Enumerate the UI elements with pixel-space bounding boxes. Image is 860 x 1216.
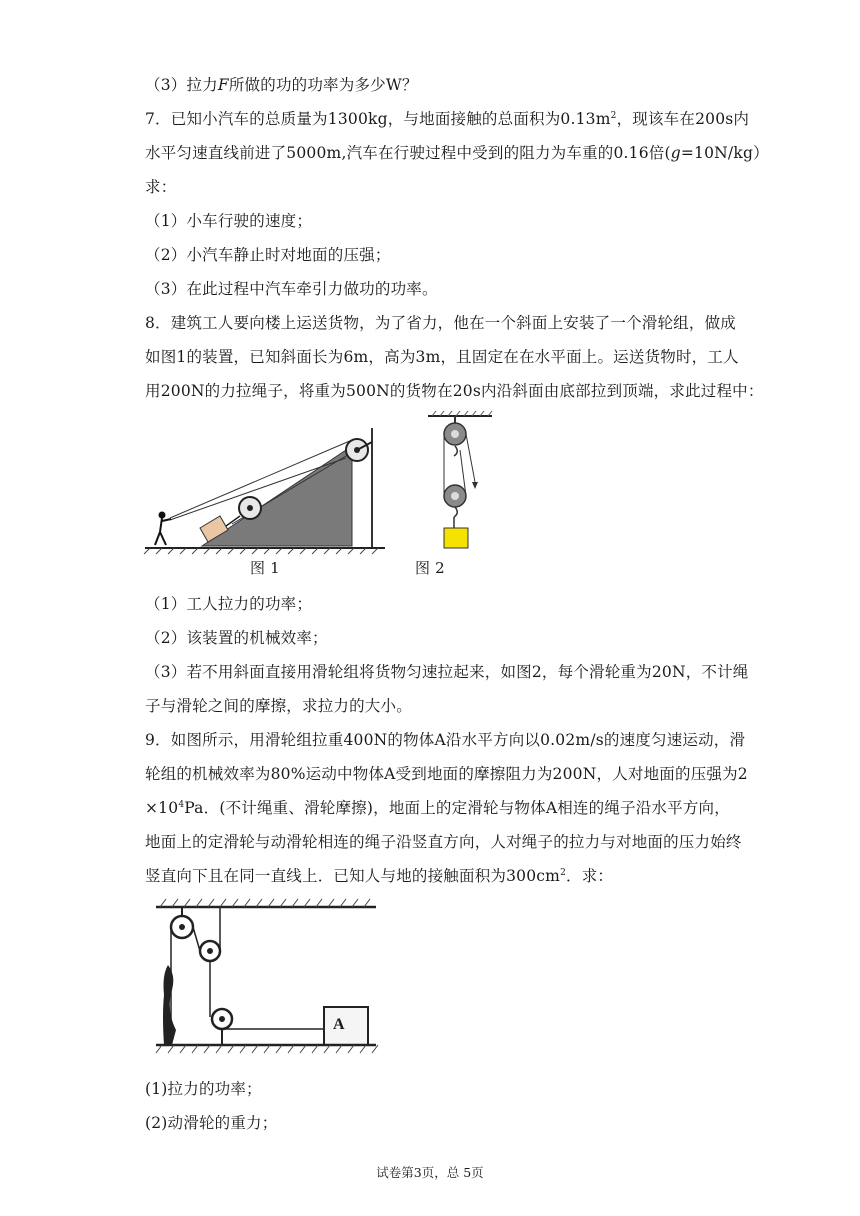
q7-line3: 求： xyxy=(145,178,177,196)
block-a-label: A xyxy=(333,1016,345,1033)
figure-1-caption: 图 1 xyxy=(250,559,280,577)
q8-line3: 用200N的力拉绳子，将重为500N的货物在20s内沿斜面由底部拉到顶端，求此过程中： xyxy=(145,382,764,400)
q7-sub3: （3）在此过程中汽车牵引力做功的功率。 xyxy=(145,280,438,298)
q9-line2: 轮组的机械效率为80%运动中物体A受到地面的摩擦阻力为200N，人对地面的压强为2 xyxy=(145,765,748,783)
page-footer: 试卷第3页，总 5页 xyxy=(376,1165,484,1180)
q8-sub3-line1: （3）若不用斜面直接用滑轮组将货物匀速拉起来，如图2，每个滑轮重为20N，不计绳 xyxy=(145,663,749,681)
q9-line4: 地面上的定滑轮与动滑轮相连的绳子沿竖直方向，人对绳子的拉力与对地面的压力始终 xyxy=(145,833,742,851)
q8-sub1: （1）工人拉力的功率； xyxy=(145,595,313,613)
q9-line5: 竖直向下且在同一直线上．已知人与地的接触面积为$300cm^2$．求： xyxy=(145,867,614,885)
figure-1-incline-pulley xyxy=(140,420,390,580)
q7-sub2: （2）小汽车静止时对地面的压强； xyxy=(145,246,391,264)
q7-sub1: （1）小车行驶的速度； xyxy=(145,212,313,230)
q8-line1: 8．建筑工人要向楼上运送货物，为了省力，他在一个斜面上安装了一个滑轮组，做成 xyxy=(145,314,736,332)
q9-line1: 9．如图所示，用滑轮组拉重400N的物体A沿水平方向以0.02m/s的速度匀速运动，滑 xyxy=(145,731,746,749)
figure-2-pulley-block xyxy=(420,410,500,555)
q8-line2: 如图1的装置，已知斜面长为6m，高为3m，且固定在在水平面上。运送货物时，工人 xyxy=(145,348,739,366)
q9-sub2: (2)动滑轮的重力； xyxy=(145,1114,278,1132)
q9-line3: $\times 10^4Pa$．(不计绳重、滑轮摩擦)，地面上的定滑轮与物体A相连的绳子沿水平方向， xyxy=(145,799,730,817)
q8-sub3-line2: 子与滑轮之间的摩擦，求拉力的大小。 xyxy=(145,697,412,715)
q8-sub2: （2）该装置的机械效率； xyxy=(145,629,328,647)
q9-sub1: (1)拉力的功率； xyxy=(145,1080,262,1098)
figure-2-caption: 图 2 xyxy=(415,559,445,577)
q7-line1: 7．已知小汽车的总质量为1300kg，与地面接触的总面积为$0.13m^2$，现该车在200s内 xyxy=(145,110,750,128)
q7-line2: 水平匀速直线前进了5000m,汽车在行驶过程中受到的阻力为车重的0.16倍(g=10N/kg） xyxy=(145,144,769,162)
figure-3-pulley-block-a xyxy=(148,895,383,1060)
q6-sub3: （3）拉力F所做的功的功率为多少W？ xyxy=(145,76,418,94)
